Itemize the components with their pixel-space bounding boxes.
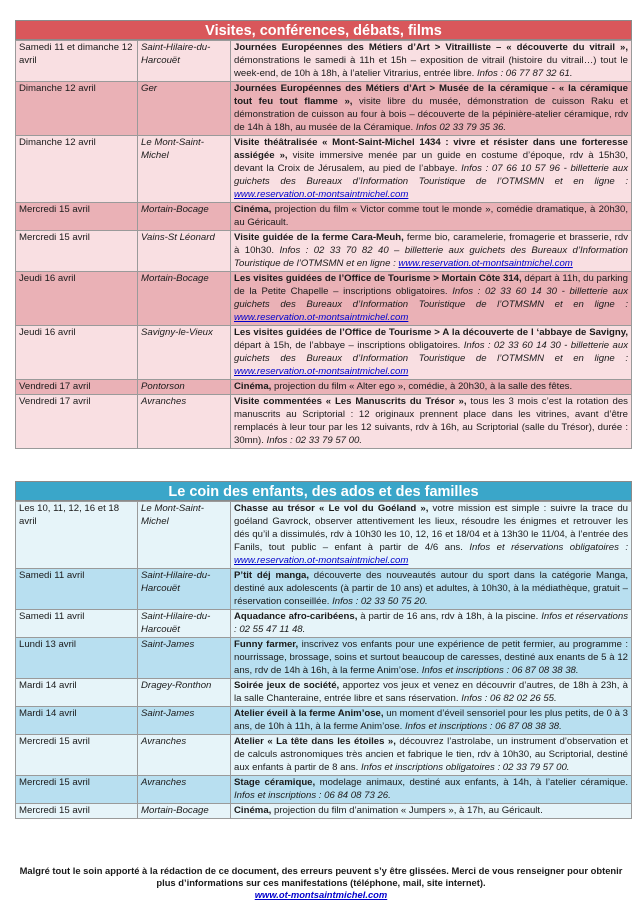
event-info: Infos : 06 77 87 32 61. — [477, 68, 573, 79]
event-title: Visite guidée de la ferme Cara-Meuh, — [234, 232, 404, 243]
event-text: projection du film « Alter ego », comédie, à 20h30, à la salle des fêtes. — [271, 381, 573, 392]
event-info: Infos : 02 33 50 75 20. — [332, 596, 428, 607]
booking-link[interactable]: www.reservation.ot-montsaintmichel.com — [234, 189, 409, 200]
table-row — [16, 569, 632, 610]
event-text: départ à 15h, de l’abbaye – inscriptions obligatoires. — [234, 340, 464, 351]
event-date: Lundi 13 avril — [16, 638, 138, 679]
event-text: visite libre du musée, démonstration de cuisson Raku et démonstration de cuisson au four à bois – découverte de la pépinière-atelier céramique, rdv de 14h à 18h, au musée de la Céramique. — [234, 96, 629, 133]
event-place: Avranches — [138, 776, 231, 804]
footer-link[interactable]: www.ot-montsaintmichel.com — [254, 889, 388, 900]
event-place: Saint-Hilaire-du-Harcouët — [138, 610, 231, 638]
event-info: Infos et réservations : 02 55 47 11 48. — [234, 611, 628, 635]
event-title: Cinéma, — [234, 805, 272, 816]
event-place: Dragey-Ronthon — [138, 679, 231, 707]
event-date: Mercredi 15 avril — [16, 776, 138, 804]
table-row — [16, 380, 632, 395]
event-description — [231, 380, 632, 395]
event-description — [231, 679, 632, 707]
table-row — [16, 395, 632, 449]
event-date: Samedi 11 avril — [16, 610, 138, 638]
event-date: Samedi 11 et dimanche 12 avril — [16, 41, 138, 82]
event-title: Aquadance afro-caribéens, — [234, 611, 358, 622]
event-text: découvrez l’astrolabe, un instrument d’observation et de calculs astronomiques très ancien et fabrique le tien, rdv à 10h30, au Scriptorial, destiné aux enfants à partir de 8 ans. — [234, 736, 628, 773]
event-description — [231, 272, 632, 326]
table-row — [16, 231, 632, 272]
event-text: démonstrations le samedi à 11h et 15h – exposition de vitrail (histoire du vitrail…) tout le week-end, de 10h à 18h, à l’atelier Vitrarius, entrée libre. — [234, 55, 628, 79]
event-text: tous les 3 mois c’est la rotation des manuscrits au Scriptorial : 12 originaux prennent place dans les vitrines, avant d’être remplacés à leur tour par les 12 suivants, rdv à 16h, au Scriptorial (salle du Trésor), durée : 30mn). — [234, 396, 628, 446]
event-place: Avranches — [138, 735, 231, 776]
event-date: Dimanche 12 avril — [16, 136, 138, 203]
event-place: Mortain-Bocage — [138, 272, 231, 326]
event-description — [231, 326, 632, 380]
event-text: à partir de 16 ans, rdv à 18h, à la piscine. — [357, 611, 542, 622]
section-title: Le coin des enfants, des ados et des familles — [15, 481, 632, 501]
event-date: Mercredi 15 avril — [16, 203, 138, 231]
event-title: Soirée jeux de société, — [234, 680, 340, 691]
event-place: Le Mont-Saint-Michel — [138, 136, 231, 203]
footer — [18, 865, 624, 901]
table-row — [16, 804, 632, 819]
event-description — [231, 638, 632, 679]
event-title: Journées Européennes des Métiers d’Art > Musée de la céramique - « la céramique tout feu tout flamme », — [234, 83, 628, 107]
booking-link[interactable]: www.reservation.ot-montsaintmichel.com — [398, 258, 573, 269]
event-description — [231, 82, 632, 136]
event-description — [231, 735, 632, 776]
event-info: Infos : 02 33 60 14 30 - billetterie aux guichets des Bureaux d’Information Touristique de l’OTMSMN et en ligne : — [234, 286, 628, 310]
event-title: Les visites guidées de l’Office de Tourisme > A la découverte de l ‘abbaye de Savigny, — [234, 327, 628, 338]
event-text: départ à 11h, du parking de la Petite Chapelle – inscriptions obligatoires. — [234, 273, 628, 297]
event-place: Savigny-le-Vieux — [138, 326, 231, 380]
event-info: Infos et inscriptions : 06 87 08 38 38. — [421, 665, 579, 676]
event-date: Mardi 14 avril — [16, 707, 138, 735]
table-row — [16, 326, 632, 380]
event-place: Mortain-Bocage — [138, 804, 231, 819]
event-place: Pontorson — [138, 380, 231, 395]
section-title: Visites, conférences, débats, films — [15, 20, 632, 40]
table-row — [16, 679, 632, 707]
event-title: Visite commentées « Les Manuscrits du Trésor », — [234, 396, 467, 407]
event-text: apportez vos jeux et venez en découvrir d’autres, de 18h à 23h, à la salle Chanteraine, entrée libre et sans réservation. — [234, 680, 629, 704]
event-text: projection du film « Victor comme tout le monde », comédie dramatique, à 20h30, au Géricault. — [234, 204, 628, 228]
table-row — [16, 776, 632, 804]
event-title: Funny farmer, — [234, 639, 299, 650]
event-title: Atelier « La tête dans les étoiles », — [234, 736, 396, 747]
event-date: Mercredi 15 avril — [16, 804, 138, 819]
disclaimer-text: Malgré tout le soin apporté à la rédaction de ce document, des erreurs peuvent s’y être glissées. Merci de vous renseigner pour obtenir plus d’informations sur ces manifestations (téléphone, mail, site internet). — [19, 865, 623, 888]
event-description — [231, 610, 632, 638]
section-kids — [15, 481, 632, 819]
event-text: inscrivez vos enfants pour une expérience de petit fermier, au programme : nourrissage, brossage, soins et surtout beaucoup de caresses, destiné aux enants de 5 à 12 ans, rdv de 14h à 16h, à la ferme Anim’ose. — [234, 639, 628, 676]
table-row — [16, 136, 632, 203]
event-date: Vendredi 17 avril — [16, 380, 138, 395]
event-date: Dimanche 12 avril — [16, 82, 138, 136]
event-info: Infos : 02 33 79 57 00. — [266, 435, 363, 446]
event-description — [231, 707, 632, 735]
event-description — [231, 502, 632, 569]
event-info: Infos : 07 66 10 57 96 - billetterie aux guichets des Bureaux d’Information Touristique de l’OTMSMN et en ligne : — [234, 163, 628, 187]
event-text: votre mission est simple : suivre la trace du goéland Gavrock, observer attentivement les lieux, résoudre les énigmes et retrouver les dés qu’il a dissimulés, rdv à 10h30 les 10, 12, 16 et 18/04 et à 13h30 le 11/04, à l’entrée des Fanils, tout public – enfant à partir de 4/6 ans. — [234, 503, 628, 553]
event-info: Infos et inscriptions : 06 84 08 73 26. — [234, 790, 391, 801]
section-visits — [15, 20, 632, 449]
event-title: Journées Européennes des Métiers d’Art > Vitrailliste – « découverte du vitrail », — [234, 42, 628, 53]
event-description — [231, 41, 632, 82]
event-info: Infos : 02 33 70 82 40 – billetterie aux guichets des Bureaux d’Information Touristique de l’OTMSMN et en ligne : — [234, 245, 628, 269]
event-date: Jeudi 16 avril — [16, 326, 138, 380]
event-place: Vains-St Léonard — [138, 231, 231, 272]
event-description — [231, 804, 632, 819]
event-text: modelage animaux, destiné aux enfants, à 14h, à l’atelier céramique. — [315, 777, 628, 788]
event-date: Vendredi 17 avril — [16, 395, 138, 449]
table-row — [16, 638, 632, 679]
event-date: Mardi 14 avril — [16, 679, 138, 707]
event-title: Cinéma, — [234, 381, 272, 392]
event-description — [231, 203, 632, 231]
table-row — [16, 610, 632, 638]
event-description — [231, 231, 632, 272]
event-title: Cinéma, — [234, 204, 272, 215]
event-text: visite immersive menée par un guide en costume d’époque, rdv à 15h30, devant la Croix de Jérusalem, au pied de l’abbaye. — [234, 150, 628, 174]
event-place: Ger — [138, 82, 231, 136]
booking-link[interactable]: www.reservation.ot-montsaintmichel.com — [234, 366, 409, 377]
event-date: Jeudi 16 avril — [16, 272, 138, 326]
table-row — [16, 82, 632, 136]
event-title: Visite théâtralisée « Mont-Saint-Michel 1434 : vivre et résister dans une forteresse assiégée », — [234, 137, 628, 161]
event-info: Infos et inscriptions : 06 87 08 38 38. — [405, 721, 562, 732]
event-title: Atelier éveil à la ferme Anim’ose, — [234, 708, 384, 719]
event-title: Les visites guidées de l’Office de Tourisme > Mortain Côte 314, — [234, 273, 522, 284]
event-title: P’tit déj manga, — [234, 570, 310, 581]
event-text: un moment d’éveil sensoriel pour les plus petits, de 0 à 3 ans, de 10h à 11h, à la ferme Anim’ose. — [234, 708, 628, 732]
event-title: Stage céramique, — [234, 777, 316, 788]
table-row — [16, 502, 632, 569]
events-table — [15, 501, 632, 819]
event-description — [231, 569, 632, 610]
event-info: Infos : 02 33 60 14 30 - billetterie aux guichets des Bureaux d’Information Touristique de l’OTMSMN et en ligne : — [234, 340, 628, 364]
table-row — [16, 735, 632, 776]
event-info: Infos 02 33 79 35 36. — [415, 122, 507, 133]
table-row — [16, 41, 632, 82]
event-date: Mercredi 15 avril — [16, 231, 138, 272]
event-description — [231, 136, 632, 203]
event-date: Mercredi 15 avril — [16, 735, 138, 776]
event-text: projection du film d’animation « Jumpers », à 17h, au Géricault. — [271, 805, 543, 816]
event-place: Saint-James — [138, 707, 231, 735]
event-place: Saint-Hilaire-du-Harcouët — [138, 41, 231, 82]
event-description — [231, 776, 632, 804]
event-info: Infos et inscriptions obligatoires : 02 33 79 57 00. — [360, 762, 570, 773]
table-row — [16, 203, 632, 231]
event-place: Avranches — [138, 395, 231, 449]
event-place: Mortain-Bocage — [138, 203, 231, 231]
booking-link[interactable]: www.reservation.ot-montsaintmichel.com — [234, 312, 409, 323]
event-date: Samedi 11 avril — [16, 569, 138, 610]
event-info: Infos : 06 82 02 26 55. — [461, 693, 557, 704]
events-table — [15, 40, 632, 449]
event-text: ferme bio, caramelerie, fromagerie et brasserie, rdv à 10h30. — [234, 232, 628, 256]
event-place: Saint-Hilaire-du-Harcouët — [138, 569, 231, 610]
event-info: Infos et réservations obligatoires : — [469, 542, 628, 553]
table-row — [16, 707, 632, 735]
event-place: Le Mont-Saint-Michel — [138, 502, 231, 569]
event-text: découverte des nouveautés autour du sport dans la catégorie Manga, destiné aux adolescents (à partir de 10 ans) et adultes, à 10h30, à la médiathèque, gratuit – réservation conseillée. — [234, 570, 628, 607]
event-place: Saint-James — [138, 638, 231, 679]
event-date: Les 10, 11, 12, 16 et 18 avril — [16, 502, 138, 569]
booking-link[interactable]: www.reservation.ot-montsaintmichel.com — [234, 555, 409, 566]
table-row — [16, 272, 632, 326]
event-description — [231, 395, 632, 449]
event-title: Chasse au trésor « Le vol du Goéland », — [234, 503, 429, 514]
